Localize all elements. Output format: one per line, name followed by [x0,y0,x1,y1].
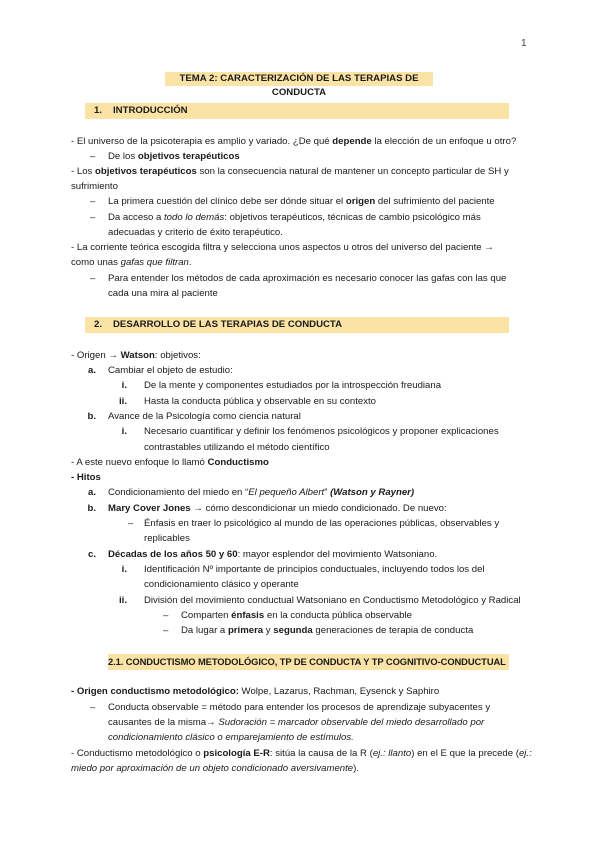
dash-item-cont: replicables [144,533,190,544]
section-heading-2: 2. DESARROLLO DE LAS TERAPIAS DE CONDUCTA [85,317,509,333]
paragraph: - La corriente teórica escogida filtra y selecciona unos aspectos u otros del universo del paciente → [71,242,494,253]
dash-item: Para entender los métodos de cada aproximación es necesario conocer las gafas con las que [108,273,507,284]
list-marker: i. [121,564,127,575]
paragraph: - Hitos [71,472,101,483]
dash-item-cont: causantes de la misma→ Sudoración = marcador observable del miedo desarrollado por [108,717,485,728]
dash-item-cont: cada una mira al paciente [108,288,218,299]
list-item: De la mente y componentes estudiados por la introspección freudiana [144,380,442,391]
paragraph: - Conductismo metodológico o psicología E-R: sitúa la causa de la R (ej.: llanto) en el E que la precede (ej.: [71,748,532,759]
paragraph-cont: sufrimiento [71,181,118,192]
list-item-cont: contrastables utilizando el método científico [144,442,330,453]
list-marker: ii. [119,595,127,606]
dash-item: La primera cuestión del clínico debe ser dónde situar el origen del sufrimiento del paciente [108,196,495,207]
list-item: Identificación Nº importante de principios conductuales, incluyendo todos los del [144,564,485,575]
page-number: 1 [521,38,527,49]
list-marker: a. [87,487,96,498]
list-item: Décadas de los años 50 y 60: mayor esplendor del movimiento Watsoniano. [108,549,438,560]
list-item: Condicionamiento del miedo en “El pequeño Albert” (Watson y Rayner) [108,487,415,498]
section-heading-1: 1. INTRODUCCIÓN [85,103,509,119]
paragraph-cont: como unas gafas que filtran. [71,257,192,268]
list-item: Hasta la conducta pública y observable en su contexto [144,396,376,407]
dash-item: Da acceso a todo lo demás: objetivos terapéuticos, técnicas de cambio psicológico más [108,212,481,223]
list-item: División del movimiento conductual Watsoniano en Conductismo Metodológico y Radical [144,595,521,606]
document-title: TEMA 2: CARACTERIZACIÓN DE LAS TERAPIAS DE CONDUCTA [165,72,433,86]
paragraph: - Origen conductismo metodológico: Wolpe, Lazarus, Rachman, Eysenck y Saphiro [71,686,440,697]
paragraph: - El universo de la psicoterapia es amplio y variado. ¿De qué depende la elección de un enfoque u otro? [71,136,517,147]
list-item-cont: condicionamiento clásico y operante [144,579,299,590]
list-marker: a. [87,365,96,376]
list-item: Avance de la Psicología como ciencia natural [108,411,301,422]
paragraph: - Los objetivos terapéuticos son la consecuencia natural de mantener un concepto particular de SH y [71,166,509,177]
list-marker: i. [121,426,127,437]
list-marker: c. [87,549,96,560]
dash-item-cont: adecuadas y criterio de éxito terapéutico. [108,227,283,238]
dash-item: De los objetivos terapéuticos [108,151,240,162]
paragraph: - Origen → Watson: objetivos: [71,350,201,361]
list-marker: i. [121,380,127,391]
dash-item: Énfasis en traer lo psicológico al mundo de las operaciones públicas, observables y [144,518,500,529]
paragraph: - A este nuevo enfoque lo llamó Conductismo [71,457,269,468]
subsection-heading-2-1: 2.1. CONDUCTISMO METODOLÓGICO, TP DE CONDUCTA Y TP COGNITIVO-CONDUCTUAL [108,654,509,670]
list-item: Mary Cover Jones → cómo descondicionar un miedo condicionado. De nuevo: [108,503,447,514]
list-item: Cambiar el objeto de estudio: [108,365,233,376]
dash-item: Conducta observable = método para entender los procesos de aprendizaje subyacentes y [108,702,491,713]
paragraph-cont: miedo por aproximación de un objeto condicionado aversivamente). [71,763,359,774]
list-item: Necesario cuantificar y definir los fenómenos psicológicos y proponer explicaciones [144,426,499,437]
list-marker: b. [87,411,96,422]
list-marker: b. [87,503,96,514]
dash-item: Da lugar a primera y segunda generaciones de terapia de conducta [181,625,474,636]
dash-item-cont: condicionamiento clásico o emparejamiento de estímulos. [108,732,354,743]
list-marker: ii. [119,396,127,407]
dash-item: Comparten énfasis en la conducta pública observable [181,610,412,621]
